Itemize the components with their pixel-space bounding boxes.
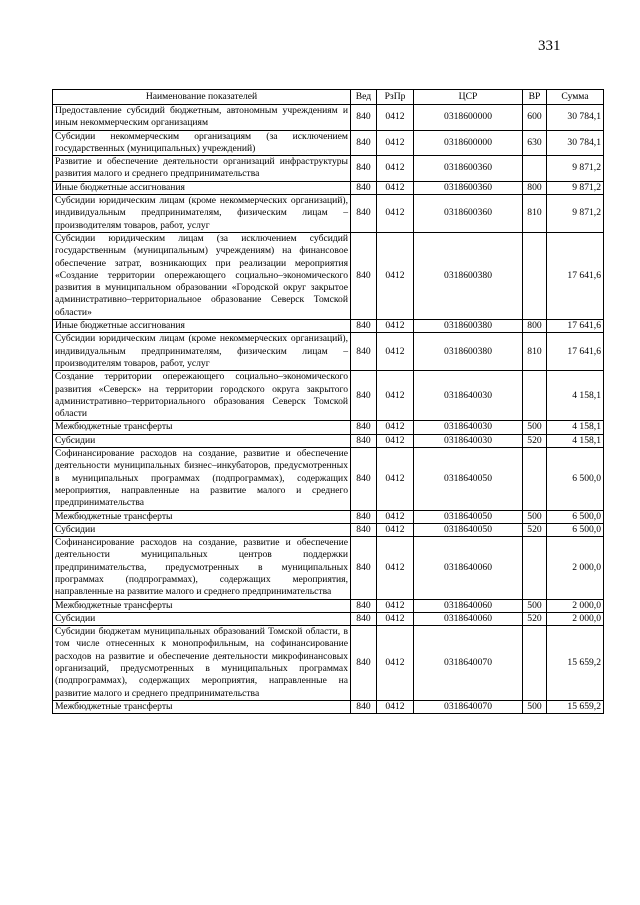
cell-vr: 500 — [523, 700, 547, 713]
cell-csr: 0318640050 — [414, 523, 523, 536]
cell-vr: 500 — [523, 421, 547, 434]
cell-name: Софинансирование расходов на создание, развитие и обеспечение деятельности муниципальных центров поддержки предпринимательства, предусмотренных в муниципальных программах (подпрограммах), содержащих мероприятия, направленные на развитие малого и среднего предпринимательства — [53, 537, 351, 599]
cell-name: Субсидии — [53, 523, 351, 536]
table-row — [53, 371, 604, 421]
cell-sum: 4 158,1 — [547, 421, 604, 434]
cell-name: Субсидии юридическим лицам (кроме некоммерческих организаций), индивидуальным предпринимателям, физическим лицам – производителям товаров, работ, услуг — [53, 333, 351, 371]
cell-ved: 840 — [351, 523, 377, 536]
cell-vr: 810 — [523, 333, 547, 371]
cell-rzpr: 0412 — [377, 599, 414, 612]
cell-sum: 4 158,1 — [547, 434, 604, 447]
table-header-row — [53, 90, 604, 105]
cell-ved: 840 — [351, 434, 377, 447]
cell-sum: 9 871,2 — [547, 156, 604, 182]
cell-csr: 0318600360 — [414, 156, 523, 182]
cell-rzpr: 0412 — [377, 626, 414, 701]
header-ved: Вед — [351, 90, 377, 105]
cell-name: Субсидии некоммерческим организациям (за исключением государственных (муниципальных) учреждений) — [53, 130, 351, 156]
cell-vr: 800 — [523, 181, 547, 194]
cell-rzpr: 0412 — [377, 510, 414, 523]
header-csr: ЦСР — [414, 90, 523, 105]
cell-rzpr: 0412 — [377, 195, 414, 233]
cell-vr: 520 — [523, 523, 547, 536]
cell-name: Субсидии бюджетам муниципальных образований Томской области, в том числе отнесенных к монопрофильным, на софинансирование расходов на развитие и обеспечение деятельности микрофинансовых организаций, предусмотренных в муниципальных программах (подпрограммах), содержащих мероприятия, направленные на развитие малого и среднего предпринимательства — [53, 626, 351, 701]
cell-name: Межбюджетные трансферты — [53, 599, 351, 612]
table-row — [53, 612, 604, 625]
cell-name: Межбюджетные трансферты — [53, 421, 351, 434]
cell-sum: 2 000,0 — [547, 537, 604, 599]
cell-vr: 500 — [523, 510, 547, 523]
table-row — [53, 320, 604, 333]
cell-name: Развитие и обеспечение деятельности организаций инфраструктуры развития малого и среднего предпринимательства — [53, 156, 351, 182]
cell-sum: 9 871,2 — [547, 195, 604, 233]
cell-csr: 0318600380 — [414, 333, 523, 371]
cell-sum: 6 500,0 — [547, 510, 604, 523]
table-row — [53, 434, 604, 447]
cell-sum: 6 500,0 — [547, 448, 604, 510]
cell-rzpr: 0412 — [377, 448, 414, 510]
table-row — [53, 599, 604, 612]
table-row — [53, 448, 604, 510]
cell-csr: 0318640030 — [414, 421, 523, 434]
table-row — [53, 195, 604, 233]
cell-vr — [523, 232, 547, 319]
cell-vr: 520 — [523, 434, 547, 447]
cell-ved: 840 — [351, 195, 377, 233]
cell-rzpr: 0412 — [377, 320, 414, 333]
cell-csr: 0318640060 — [414, 612, 523, 625]
cell-rzpr: 0412 — [377, 333, 414, 371]
cell-rzpr: 0412 — [377, 421, 414, 434]
table-row — [53, 510, 604, 523]
cell-rzpr: 0412 — [377, 523, 414, 536]
header-name: Наименование показателей — [53, 90, 351, 105]
cell-csr: 0318600360 — [414, 195, 523, 233]
table-row — [53, 105, 604, 131]
table-row — [53, 156, 604, 182]
cell-ved: 840 — [351, 371, 377, 421]
cell-sum: 17 641,6 — [547, 333, 604, 371]
cell-vr — [523, 448, 547, 510]
cell-csr: 0318600380 — [414, 320, 523, 333]
cell-csr: 0318600380 — [414, 232, 523, 319]
cell-rzpr: 0412 — [377, 181, 414, 194]
cell-csr: 0318600000 — [414, 130, 523, 156]
cell-ved: 840 — [351, 537, 377, 599]
cell-vr — [523, 156, 547, 182]
cell-sum: 15 659,2 — [547, 626, 604, 701]
cell-csr: 0318640070 — [414, 626, 523, 701]
cell-ved: 840 — [351, 700, 377, 713]
cell-vr: 800 — [523, 320, 547, 333]
table-row — [53, 181, 604, 194]
page-number: 331 — [538, 38, 561, 54]
cell-sum: 9 871,2 — [547, 181, 604, 194]
cell-vr: 810 — [523, 195, 547, 233]
cell-rzpr: 0412 — [377, 612, 414, 625]
cell-ved: 840 — [351, 333, 377, 371]
cell-name: Создание территории опережающего социально–экономического развития «Северск» на территории городского округа закрытого административно–территориального образования Северск Томской области — [53, 371, 351, 421]
cell-csr: 0318600000 — [414, 105, 523, 131]
cell-vr — [523, 537, 547, 599]
cell-ved: 840 — [351, 626, 377, 701]
header-rzpr: РзПр — [377, 90, 414, 105]
table-row — [53, 537, 604, 599]
cell-csr: 0318600360 — [414, 181, 523, 194]
cell-rzpr: 0412 — [377, 130, 414, 156]
cell-ved: 840 — [351, 448, 377, 510]
cell-name: Софинансирование расходов на создание, развитие и обеспечение деятельности муниципальных бизнес–инкубаторов, предусмотренных в муниципальных программах (подпрограммах), содержащих мероприятия, направленные на развитие малого и среднего предпринимательства — [53, 448, 351, 510]
cell-rzpr: 0412 — [377, 434, 414, 447]
table-row — [53, 700, 604, 713]
cell-name: Иные бюджетные ассигнования — [53, 320, 351, 333]
cell-rzpr: 0412 — [377, 156, 414, 182]
cell-rzpr: 0412 — [377, 105, 414, 131]
cell-csr: 0318640030 — [414, 371, 523, 421]
cell-name: Субсидии юридическим лицам (за исключением субсидий государственным (муниципальным) учреждениям) на финансовое обеспечение затрат, возникающих при реализации мероприятия «Создание территории опережающего социально–экономического развития в муниципальном образовании «Городской округ закрытое административно–территориальное образование Северск Томской области» — [53, 232, 351, 319]
cell-vr: 500 — [523, 599, 547, 612]
table-row — [53, 333, 604, 371]
cell-csr: 0318640070 — [414, 700, 523, 713]
cell-name: Субсидии — [53, 612, 351, 625]
cell-rzpr: 0412 — [377, 700, 414, 713]
cell-name: Межбюджетные трансферты — [53, 510, 351, 523]
cell-name: Иные бюджетные ассигнования — [53, 181, 351, 194]
cell-ved: 840 — [351, 105, 377, 131]
cell-vr — [523, 626, 547, 701]
cell-rzpr: 0412 — [377, 232, 414, 319]
cell-name: Субсидии — [53, 434, 351, 447]
cell-ved: 840 — [351, 232, 377, 319]
cell-sum: 2 000,0 — [547, 599, 604, 612]
table-body — [53, 105, 604, 714]
cell-ved: 840 — [351, 510, 377, 523]
cell-csr: 0318640030 — [414, 434, 523, 447]
header-sum: Сумма — [547, 90, 604, 105]
cell-name: Субсидии юридическим лицам (кроме некоммерческих организаций), индивидуальным предпринимателям, физическим лицам – производителям товаров, работ, услуг — [53, 195, 351, 233]
cell-name: Межбюджетные трансферты — [53, 700, 351, 713]
cell-sum: 30 784,1 — [547, 130, 604, 156]
cell-csr: 0318640060 — [414, 537, 523, 599]
cell-ved: 840 — [351, 181, 377, 194]
cell-ved: 840 — [351, 599, 377, 612]
cell-sum: 2 000,0 — [547, 612, 604, 625]
cell-vr: 600 — [523, 105, 547, 131]
cell-vr — [523, 371, 547, 421]
budget-table — [52, 89, 604, 714]
cell-csr: 0318640050 — [414, 448, 523, 510]
cell-sum: 30 784,1 — [547, 105, 604, 131]
cell-csr: 0318640060 — [414, 599, 523, 612]
table-row — [53, 626, 604, 701]
cell-vr: 520 — [523, 612, 547, 625]
cell-vr: 630 — [523, 130, 547, 156]
cell-name: Предоставление субсидий бюджетным, автономным учреждениям и иным некоммерческим организациям — [53, 105, 351, 131]
header-vr: ВР — [523, 90, 547, 105]
table-row — [53, 130, 604, 156]
cell-rzpr: 0412 — [377, 537, 414, 599]
cell-ved: 840 — [351, 130, 377, 156]
table-row — [53, 523, 604, 536]
table-row — [53, 232, 604, 319]
cell-sum: 17 641,6 — [547, 320, 604, 333]
cell-sum: 15 659,2 — [547, 700, 604, 713]
cell-sum: 17 641,6 — [547, 232, 604, 319]
cell-ved: 840 — [351, 612, 377, 625]
cell-ved: 840 — [351, 421, 377, 434]
cell-ved: 840 — [351, 320, 377, 333]
cell-rzpr: 0412 — [377, 371, 414, 421]
table-row — [53, 421, 604, 434]
cell-sum: 6 500,0 — [547, 523, 604, 536]
cell-ved: 840 — [351, 156, 377, 182]
cell-sum: 4 158,1 — [547, 371, 604, 421]
cell-csr: 0318640050 — [414, 510, 523, 523]
